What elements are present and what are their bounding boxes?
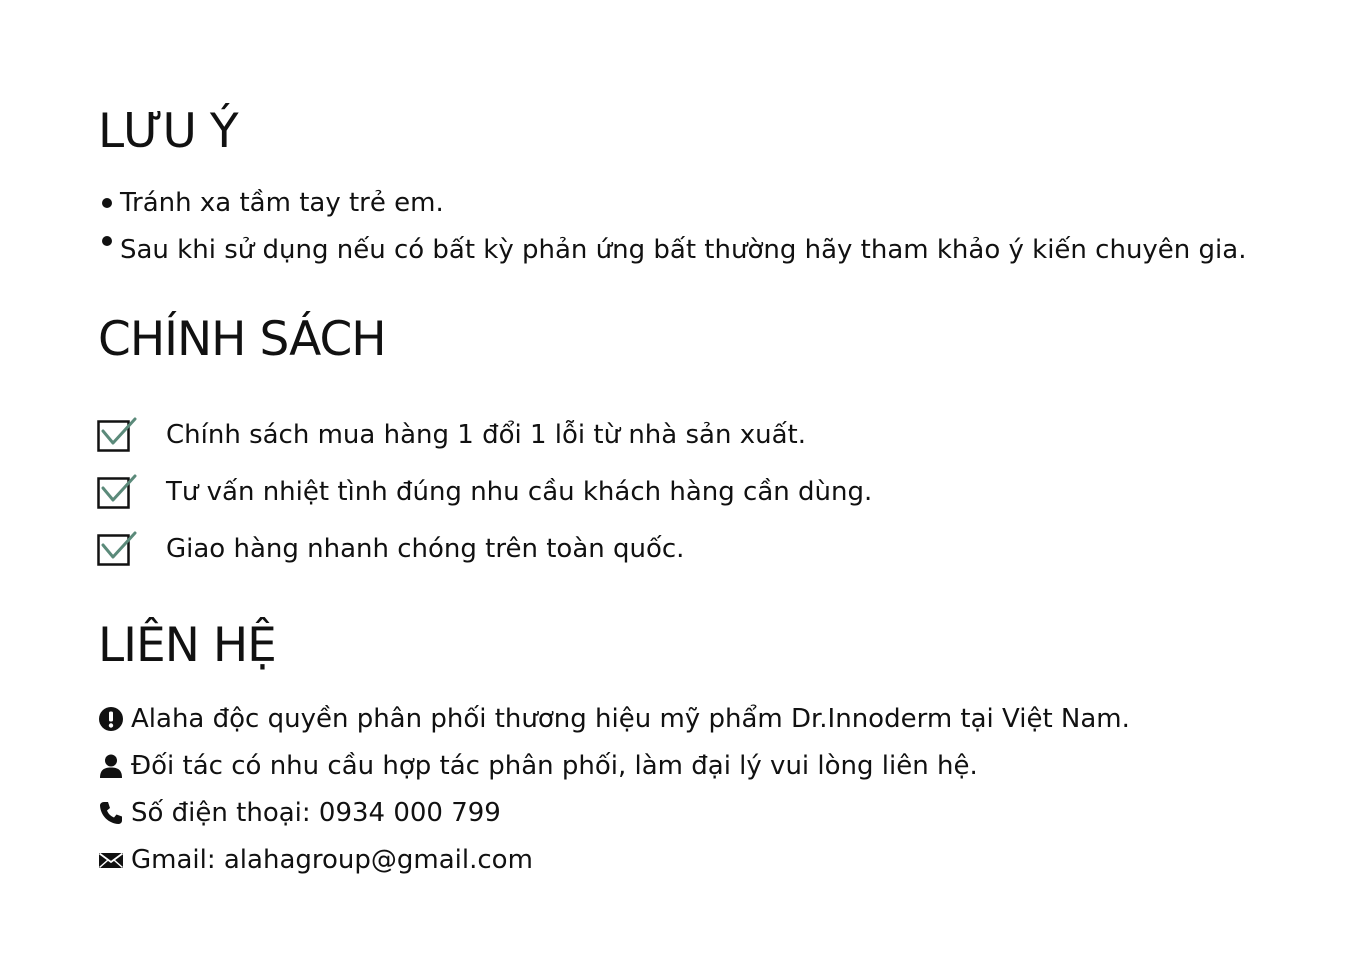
chinh-sach-item xyxy=(97,417,806,453)
checkbox-checked-icon xyxy=(97,474,137,510)
lien-he-item xyxy=(98,798,501,828)
checkbox-checked-icon xyxy=(97,531,137,567)
luu-y-item xyxy=(98,235,1246,265)
luu-y-heading: LƯU Ý xyxy=(98,104,238,159)
luu-y-item-text: Tránh xa tầm tay trẻ em. xyxy=(120,188,444,218)
chinh-sach-item xyxy=(97,474,872,510)
lien-he-item xyxy=(98,845,533,875)
lien-he-item xyxy=(98,751,978,781)
luu-y-item-text: Sau khi sử dụng nếu có bất kỳ phản ứng bất thường hãy tham khảo ý kiến chuyên gia. xyxy=(120,235,1247,265)
chinh-sach-item-text: Chính sách mua hàng 1 đổi 1 lỗi từ nhà sản xuất. xyxy=(166,420,806,450)
chinh-sach-item xyxy=(97,531,684,567)
luu-y-item xyxy=(98,188,444,218)
chinh-sach-item-text: Tư vấn nhiệt tình đúng nhu cầu khách hàng cần dùng. xyxy=(166,477,873,507)
envelope-icon xyxy=(98,847,124,873)
bullet-icon xyxy=(102,198,112,208)
lien-he-item-text: Alaha độc quyền phân phối thương hiệu mỹ phẩm Dr.Innoderm tại Việt Nam. xyxy=(131,704,1130,734)
lien-he-item-text: Số điện thoại: 0934 000 799 xyxy=(131,798,501,828)
user-icon xyxy=(98,753,124,779)
lien-he-heading: LIÊN HỆ xyxy=(98,618,276,673)
chinh-sach-item-text: Giao hàng nhanh chóng trên toàn quốc. xyxy=(166,534,685,564)
lien-he-item-text: Gmail: alahagroup@gmail.com xyxy=(131,845,533,875)
checkbox-checked-icon xyxy=(97,417,137,453)
bullet-icon xyxy=(102,236,112,246)
exclamation-circle-icon xyxy=(98,706,124,732)
lien-he-item xyxy=(98,704,1130,734)
phone-icon xyxy=(98,800,124,826)
lien-he-item-text: Đối tác có nhu cầu hợp tác phân phối, làm đại lý vui lòng liên hệ. xyxy=(131,751,978,781)
chinh-sach-heading: CHÍNH SÁCH xyxy=(98,312,386,367)
